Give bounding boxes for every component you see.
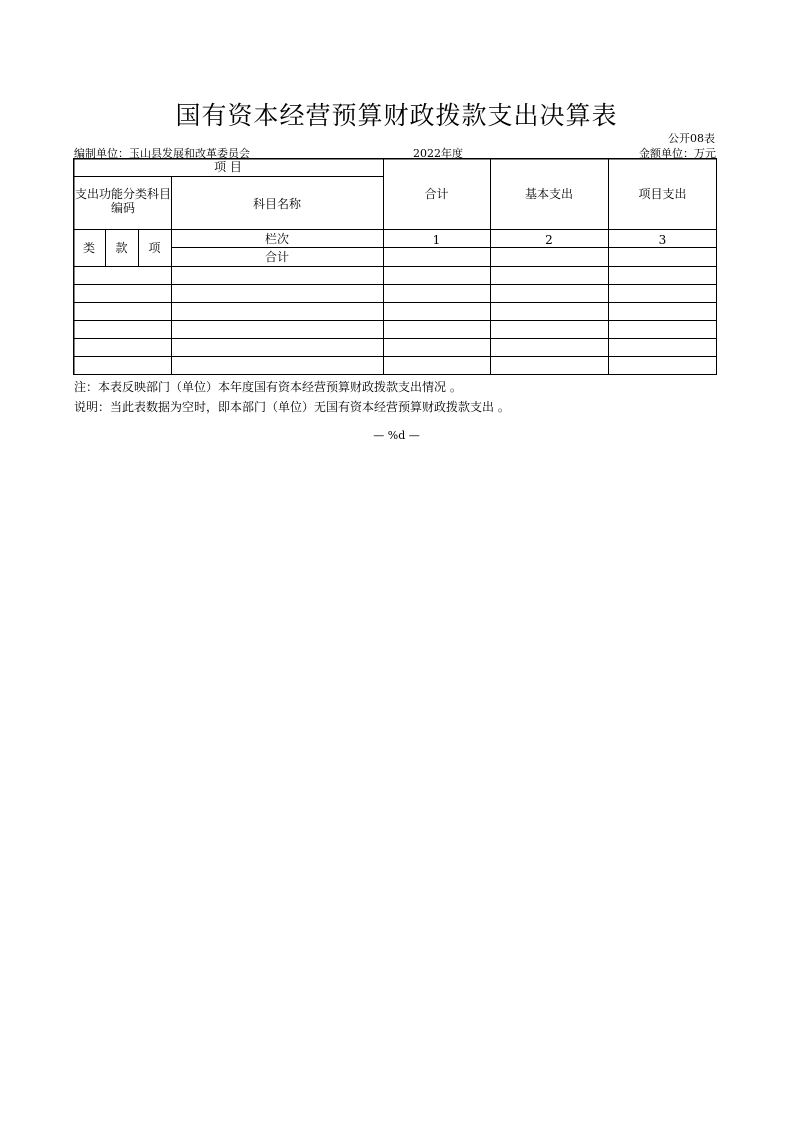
- compiling-unit: 编制单位：玉山县发展和改革委员会: [74, 147, 250, 160]
- header-total: 合计: [424, 187, 449, 201]
- lanci-3: 3: [658, 233, 667, 247]
- col-kuan: 款: [115, 241, 128, 255]
- form-number: 公开08表: [668, 132, 715, 145]
- table-note: 注：本表反映部门（单位）本年度国有资本经营预算财政拨款支出情况 。: [74, 380, 462, 394]
- header-function-code: 支出功能分类科目编码: [75, 187, 172, 215]
- lanci-1: 1: [432, 233, 441, 247]
- header-project-expenditure: 项目支出: [638, 187, 687, 201]
- row-lanci-label: 栏次: [264, 232, 289, 246]
- header-subject-name: 科目名称: [252, 197, 301, 211]
- header-basic-expenditure: 基本支出: [524, 187, 573, 201]
- page-title: 国有资本经营预算财政拨款支出决算表: [175, 101, 618, 130]
- page-number: — %d —: [373, 429, 420, 442]
- lanci-2: 2: [545, 233, 553, 247]
- table-explanation: 说明：当此表数据为空时，即本部门（单位）无国有资本经营预算财政拨款支出 。: [74, 400, 510, 414]
- row-total-label: 合计: [264, 250, 289, 264]
- fiscal-year: 2022年度: [413, 147, 463, 160]
- col-lei: 类: [82, 241, 95, 255]
- col-xiang: 项: [148, 241, 161, 255]
- header-item: 项 目: [214, 160, 242, 174]
- expenditure-table: [73, 158, 717, 375]
- money-unit: 金额单位：万元: [639, 147, 716, 160]
